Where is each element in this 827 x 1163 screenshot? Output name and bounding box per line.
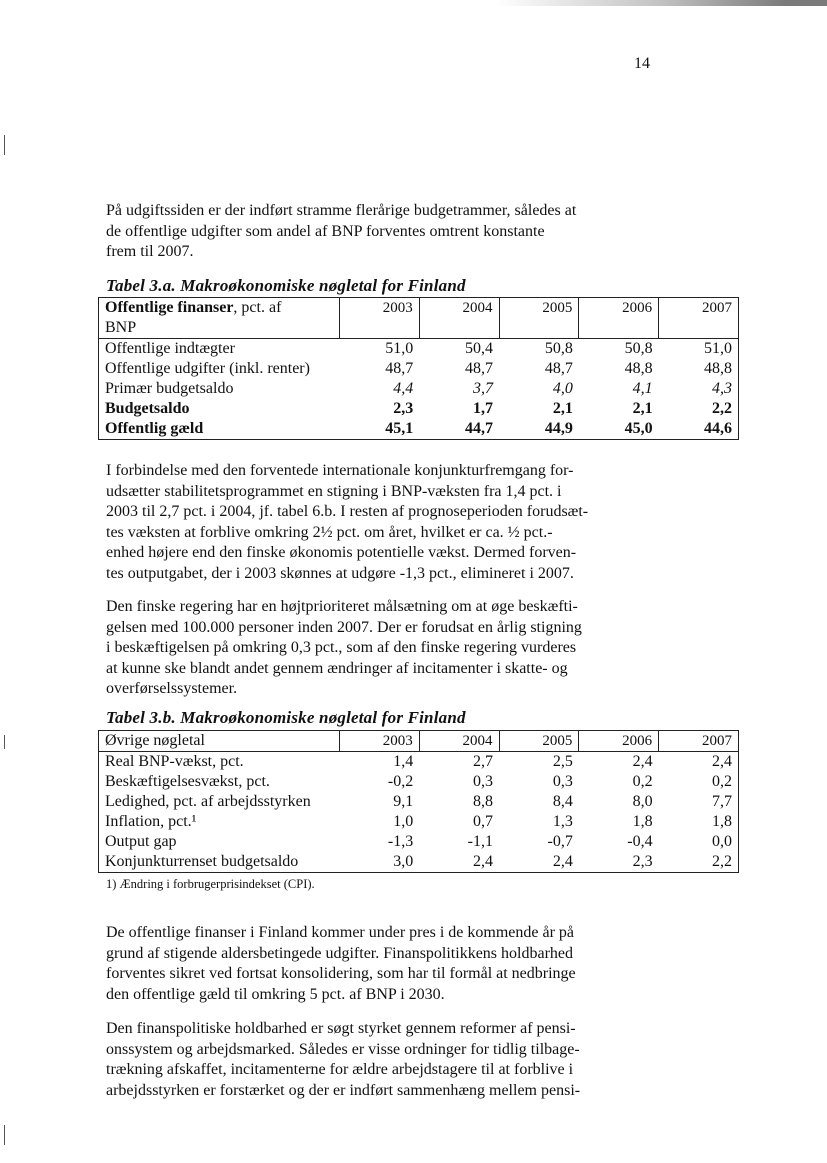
cell-value: 1,0 (393, 813, 414, 830)
row-label: Budgetsaldo (99, 399, 340, 419)
cell-value: -1,3 (387, 833, 414, 850)
paragraph-growth-forecast (106, 461, 626, 584)
paragraph-employment (106, 597, 626, 700)
cell-value: 48,7 (544, 360, 573, 377)
line: den offentlige gæld til omkring 5 pct. af BNP i 2030. (106, 985, 445, 1003)
year-header: 2005 (499, 298, 579, 339)
table-row (99, 359, 739, 379)
line: I forbindelse med den forventede internationale konjunkturfremgang for- (106, 462, 574, 479)
table-a-header-row (99, 298, 739, 339)
cell-value: 2,2 (659, 399, 739, 419)
cell-value: 2,4 (419, 852, 499, 873)
cell-value: 2,3 (579, 852, 659, 873)
line: tes væksten at forblive omkring 2½ pct. om året, hvilket er ca. ½ pct.- (106, 523, 553, 541)
table-b-footnote: 1) Ændring i forbrugerprisindekset (CPI). (106, 877, 315, 891)
cell-value: 48,7 (465, 360, 493, 377)
line: 2003 til 2,7 pct. i 2004, jf. tabel 6.b. I resten af prognoseperioden forudsæt- (106, 503, 589, 520)
cell-value: 4,1 (632, 380, 653, 397)
year-header: 2005 (499, 731, 579, 752)
cell-value: 7,7 (659, 792, 739, 812)
table-b-header-row (99, 731, 739, 752)
line: trækning afskaffet, incitamenterne for ældre arbejdstagere til at forblive i (106, 1061, 574, 1078)
table-a (98, 297, 739, 440)
scan-edge (4, 735, 5, 749)
cell-value: -0,4 (627, 833, 653, 850)
line: Den finske regering har en højtprioriteret målsætning om at øge beskæfti- (106, 598, 578, 615)
cell-value: -1,1 (467, 833, 493, 850)
cell-value: 4,4 (393, 380, 414, 397)
cell-value: 44,6 (659, 419, 739, 440)
cell-value: 1,7 (473, 400, 493, 417)
row-label: Real BNP-vækst, pct. (99, 752, 340, 773)
cell-value: 51,0 (659, 339, 739, 360)
row-label: Output gap (99, 832, 340, 852)
year-header: 2004 (419, 731, 499, 752)
line: De offentlige finanser i Finland kommer under pres i de kommende år på (106, 924, 575, 941)
cell-value: 4,0 (552, 380, 573, 397)
table-row (99, 812, 739, 832)
table-a-header-label (99, 298, 340, 339)
line: overførselssystemer. (106, 680, 238, 697)
cell-value: -0,7 (547, 833, 573, 850)
cell-value: 3,0 (339, 852, 419, 873)
line: Den finanspolitiske holdbarhed er søgt styrket gennem reformer af pensi- (106, 1020, 576, 1037)
cell-value: 2,4 (659, 752, 739, 773)
cell-value: 51,0 (385, 340, 414, 357)
cell-value: 1,4 (393, 753, 414, 770)
year-header: 2004 (419, 298, 499, 339)
year-header: 2007 (659, 298, 739, 339)
line: udsætter stabilitetsprogrammet en stigning i BNP-væksten fra 1,4 pct. i (106, 482, 562, 500)
cell-value: 0,3 (473, 773, 493, 790)
header-line2: BNP (105, 319, 137, 336)
line: forventes sikret ved fortsat konsolidering, som har til formål at nedbringe (106, 965, 576, 982)
cell-value: 45,0 (579, 419, 659, 440)
line: På udgiftssiden er der indført stramme flerårige budgetrammer, således at (106, 202, 577, 219)
table-row (99, 419, 739, 440)
table-row (99, 752, 739, 773)
cell-value: 0,3 (552, 773, 573, 790)
cell-value: -0,2 (387, 773, 414, 790)
header-rest: , pct. af (233, 299, 282, 316)
table-row (99, 832, 739, 852)
page-number: 14 (634, 55, 650, 72)
cell-value: 48,7 (385, 360, 414, 377)
cell-value: 48,8 (624, 360, 653, 377)
scan-edge (4, 135, 5, 155)
cell-value: 1,8 (659, 812, 739, 832)
line: i beskæftigelsen på omkring 0,3 pct., som af den finske regering vurderes (106, 639, 577, 656)
cell-value: 2,4 (499, 852, 579, 873)
table-row (99, 339, 739, 360)
table-b-caption: Tabel 3.b. Makroøkonomiske nøgletal for Finland (106, 708, 466, 727)
scan-edge (0, 0, 827, 6)
cell-value: 0,2 (632, 773, 653, 790)
line: frem til 2007. (106, 243, 194, 260)
row-label: Beskæftigelsesvækst, pct. (99, 772, 340, 792)
cell-value: 4,3 (659, 379, 739, 399)
table-b-header-label: Øvrige nøgletal (99, 731, 340, 752)
year-header: 2003 (339, 731, 419, 752)
row-label: Konjunkturrenset budgetsaldo (99, 852, 340, 873)
line: onssystem og arbejdsmarked. Således er visse ordninger for tidlig tilbage- (106, 1040, 580, 1058)
row-label: Ledighed, pct. af arbejdsstyrken (99, 792, 340, 812)
cell-value: 0,0 (659, 832, 739, 852)
line: de offentlige udgifter som andel af BNP forventes omtrent konstante (106, 222, 545, 240)
cell-value: 44,7 (419, 419, 499, 440)
line: grund af stigende aldersbetingede udgifter. Finanspolitikkens holdbarhed (106, 944, 573, 962)
cell-value: 0,7 (473, 813, 493, 830)
cell-value: 44,9 (499, 419, 579, 440)
cell-value: 48,8 (659, 359, 739, 379)
row-label: Offentlige udgifter (inkl. renter) (99, 359, 340, 379)
year-header: 2007 (659, 731, 739, 752)
row-label: Offentlige indtægter (99, 339, 340, 360)
cell-value: 2,2 (659, 852, 739, 873)
table-row (99, 792, 739, 812)
cell-value: 50,4 (465, 340, 493, 357)
cell-value: 45,1 (339, 419, 419, 440)
cell-value: 8,0 (632, 793, 653, 810)
table-b (98, 730, 739, 873)
table-row (99, 399, 739, 419)
header-bold: Offentlige finanser (105, 299, 234, 316)
cell-value: 2,1 (632, 400, 653, 417)
cell-value: 2,7 (473, 753, 493, 770)
cell-value: 2,5 (552, 753, 573, 770)
cell-value: 50,8 (624, 340, 653, 357)
cell-value: 2,1 (552, 400, 573, 417)
table-row (99, 772, 739, 792)
scan-edge (4, 1125, 5, 1145)
cell-value: 8,8 (473, 793, 493, 810)
cell-value: 1,3 (552, 813, 573, 830)
cell-value: 0,2 (659, 772, 739, 792)
line: enhed højere end den finske økonomis potentielle vækst. Dermed forven- (106, 544, 577, 561)
cell-value: 8,4 (552, 793, 573, 810)
cell-value: 1,8 (632, 813, 653, 830)
paragraph-sustainability (106, 1019, 626, 1101)
year-header: 2006 (579, 731, 659, 752)
line: arbejdsstyrken er forstærket og der er indført sammenhæng mellem pensi- (106, 1081, 581, 1099)
table-row (99, 852, 739, 873)
cell-value: 9,1 (393, 793, 414, 810)
line: at kunne ske blandt andet gennem ændringer af incitamenter i skatte- og (106, 659, 568, 677)
row-label: Inflation, pct.¹ (99, 812, 340, 832)
paragraph-budget-frames (106, 201, 626, 263)
table-a-caption: Tabel 3.a. Makroøkonomiske nøgletal for Finland (106, 276, 466, 295)
cell-value: 3,7 (473, 380, 493, 397)
line: gelsen med 100.000 personer inden 2007. Der er forudsat en årlig stigning (106, 618, 582, 636)
cell-value: 2,3 (393, 400, 414, 417)
line: tes outputgabet, der i 2003 skønnes at udgøre -1,3 pct., elimineret i 2007. (106, 564, 574, 582)
year-header: 2006 (579, 298, 659, 339)
cell-value: 50,8 (544, 340, 573, 357)
table-row (99, 379, 739, 399)
paragraph-public-finances (106, 923, 626, 1005)
row-label: Offentlig gæld (99, 419, 340, 440)
row-label: Primær budgetsaldo (99, 379, 340, 399)
year-header: 2003 (339, 298, 419, 339)
cell-value: 2,4 (632, 753, 653, 770)
